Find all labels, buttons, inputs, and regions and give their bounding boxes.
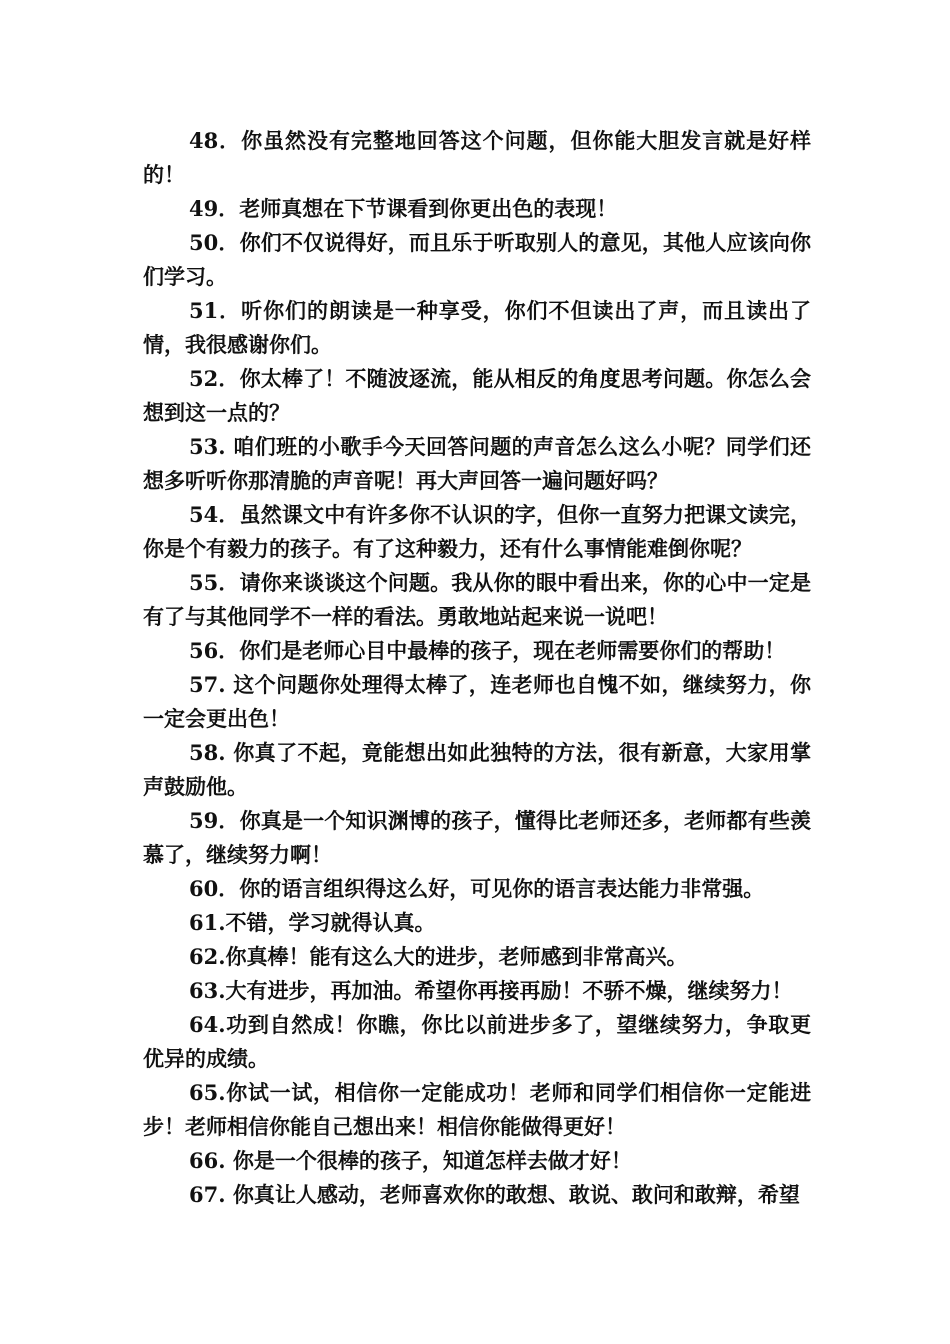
list-item: 60．你的语言组织得这么好，可见你的语言表达能力非常强。 — [189, 876, 765, 901]
list-item: 64.功到自然成！你瞧，你比以前进步多了，望继续努力，争取更优异的成绩。 — [143, 1012, 811, 1071]
list-item: 56．你们是老师心目中最棒的孩子，现在老师需要你们的帮助！ — [189, 638, 786, 663]
list-item: 63.大有进步，再加油。希望你再接再励！不骄不燥，继续努力！ — [189, 978, 793, 1003]
list-item: 53. 咱们班的小歌手今天回答问题的声音怎么这么小呢？同学们还想多听听你那清脆的声音呢！再大声回答一遍问题好吗？ — [143, 434, 811, 493]
list-item: 54．虽然课文中有许多你不认识的字，但你一直努力把课文读完，你是个有毅力的孩子。有了这种毅力，还有什么事情能难倒你呢？ — [143, 502, 811, 561]
list-item: 65.你试一试，相信你一定能成功！老师和同学们相信你一定能进步！老师相信你能自己想出来！相信你能做得更好！ — [143, 1080, 811, 1139]
list-item: 48．你虽然没有完整地回答这个问题，但你能大胆发言就是好样的！ — [143, 128, 811, 187]
list-item: 51．听你们的朗读是一种享受，你们不但读出了声，而且读出了情，我很感谢你们。 — [143, 298, 811, 357]
list-item: 52．你太棒了！不随波逐流，能从相反的角度思考问题。你怎么会想到这一点的？ — [143, 366, 811, 425]
list-item: 49．老师真想在下节课看到你更出色的表现！ — [189, 196, 618, 221]
list-item: 67. 你真让人感动，老师喜欢你的敢想、敢说、敢问和敢辩，希望 — [189, 1182, 800, 1207]
list-item: 57. 这个问题你处理得太棒了，连老师也自愧不如，继续努力，你一定会更出色！ — [143, 672, 811, 731]
document-body — [143, 124, 811, 1212]
list-item: 59．你真是一个知识渊博的孩子，懂得比老师还多，老师都有些羡慕了，继续努力啊！ — [143, 808, 811, 867]
list-item: 61.不错，学习就得认真。 — [189, 910, 436, 935]
list-item: 62.你真棒！能有这么大的进步，老师感到非常高兴。 — [189, 944, 688, 969]
list-item: 50．你们不仅说得好，而且乐于听取别人的意见，其他人应该向你们学习。 — [143, 230, 811, 289]
list-item: 58. 你真了不起，竟能想出如此独特的方法，很有新意，大家用掌声鼓励他。 — [143, 740, 811, 799]
list-item: 55．请你来谈谈这个问题。我从你的眼中看出来，你的心中一定是有了与其他同学不一样的看法。勇敢地站起来说一说吧！ — [143, 570, 811, 629]
list-item: 66. 你是一个很棒的孩子，知道怎样去做才好！ — [189, 1148, 632, 1173]
